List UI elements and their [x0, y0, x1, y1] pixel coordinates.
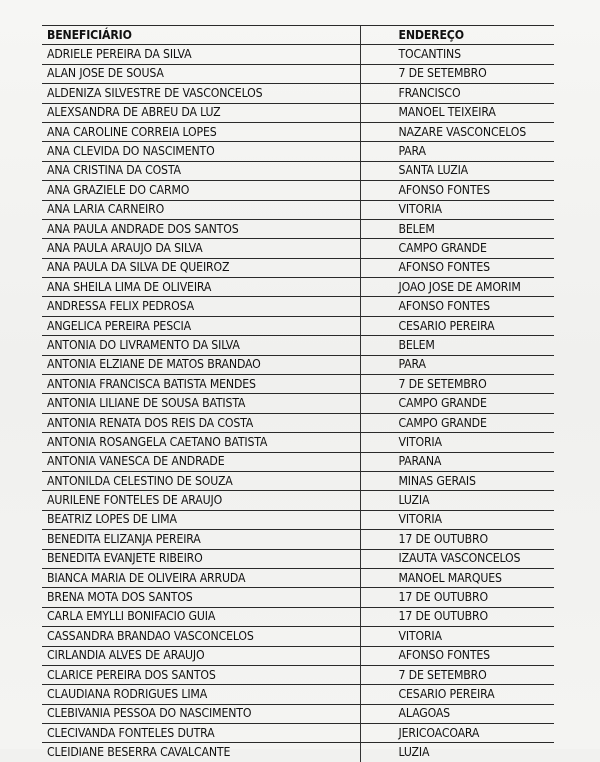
column-header-address: ENDEREÇO: [360, 26, 554, 45]
table-row: [42, 413, 554, 432]
address-cell: SANTA LUZIA: [360, 161, 554, 180]
table-row: [42, 142, 554, 161]
beneficiary-name-cell: ANTONIA ELZIANE DE MATOS BRANDAO: [42, 355, 360, 374]
table-row: [42, 297, 554, 316]
table-row: [42, 103, 554, 122]
beneficiary-table: [42, 25, 554, 762]
address-cell: LUZIA: [360, 743, 554, 762]
address-cell: AFONSO FONTES: [360, 646, 554, 665]
beneficiary-name-cell: ANA GRAZIELE DO CARMO: [42, 181, 360, 200]
table-row: [42, 394, 554, 413]
address-cell: JERICOACOARA: [360, 724, 554, 743]
table-row: [42, 219, 554, 238]
address-cell: FRANCISCO: [360, 84, 554, 103]
address-cell: VITORIA: [360, 200, 554, 219]
address-cell: 7 DE SETEMBRO: [360, 665, 554, 684]
beneficiary-name-cell: BEATRIZ LOPES DE LIMA: [42, 510, 360, 529]
table-row: [42, 122, 554, 141]
beneficiary-name-cell: ALEXSANDRA DE ABREU DA LUZ: [42, 103, 360, 122]
address-cell: CAMPO GRANDE: [360, 394, 554, 413]
beneficiary-name-cell: BRENA MOTA DOS SANTOS: [42, 588, 360, 607]
table-header-row: [42, 26, 554, 45]
beneficiary-name-cell: CLEIDIANE BESERRA CAVALCANTE: [47, 745, 231, 760]
beneficiary-name-cell: ANDRESSA FELIX PEDROSA: [42, 297, 360, 316]
table-row: [42, 491, 554, 510]
beneficiary-name-cell: ALDENIZA SILVESTRE DE VASCONCELOS: [42, 84, 360, 103]
beneficiary-name-cell: ANTONIA ROSANGELA CAETANO BATISTA: [42, 433, 360, 452]
table-row: [42, 549, 554, 568]
table-row: [42, 510, 554, 529]
beneficiary-name-cell: ANTONIA VANESCA DE ANDRADE: [42, 452, 360, 471]
address-cell: ALAGOAS: [360, 704, 554, 723]
table-row: [42, 278, 554, 297]
beneficiary-name-cell: ANTONILDA CELESTINO DE SOUZA: [42, 471, 360, 490]
table-row: [42, 45, 554, 64]
beneficiary-name-cell: ANTONIA LILIANE DE SOUSA BATISTA: [42, 394, 360, 413]
address-cell: 17 DE OUTUBRO: [360, 530, 554, 549]
address-cell: BELEM: [360, 336, 554, 355]
address-cell: AFONSO FONTES: [360, 258, 554, 277]
beneficiary-name-cell: CLECIVANDA FONTELES DUTRA: [42, 724, 360, 743]
table-row: [42, 258, 554, 277]
beneficiary-name-cell: ANA CLEVIDA DO NASCIMENTO: [42, 142, 360, 161]
table-row: [42, 665, 554, 684]
table-row: [42, 471, 554, 490]
beneficiary-name-cell: ANTONIA DO LIVRAMENTO DA SILVA: [42, 336, 360, 355]
table-row: [42, 64, 554, 83]
address-cell: LUZIA: [360, 491, 554, 510]
beneficiary-name-cell: CASSANDRA BRANDAO VASCONCELOS: [42, 627, 360, 646]
beneficiary-name-cell: ANA PAULA ARAUJO DA SILVA: [42, 239, 360, 258]
address-cell: MINAS GERAIS: [360, 471, 554, 490]
beneficiary-name-cell: ANGELICA PEREIRA PESCIA: [42, 316, 360, 335]
address-cell: CESARIO PEREIRA: [360, 685, 554, 704]
beneficiary-name-cell: ANA PAULA ANDRADE DOS SANTOS: [42, 219, 360, 238]
address-cell: TOCANTINS: [360, 45, 554, 64]
address-cell: MANOEL MARQUES: [360, 568, 554, 587]
table-row: [42, 433, 554, 452]
beneficiary-name-cell: BENEDITA ELIZANJA PEREIRA: [42, 530, 360, 549]
beneficiary-name-cell: ANA PAULA DA SILVA DE QUEIROZ: [42, 258, 360, 277]
address-cell: PARANA: [360, 452, 554, 471]
table-row: [42, 84, 554, 103]
address-cell: AFONSO FONTES: [360, 181, 554, 200]
address-cell: JOAO JOSE DE AMORIM: [360, 278, 554, 297]
beneficiary-name-cell: ANA LARIA CARNEIRO: [42, 200, 360, 219]
beneficiary-name-cell: ANA CAROLINE CORREIA LOPES: [42, 122, 360, 141]
address-cell: NAZARE VASCONCELOS: [360, 122, 554, 141]
beneficiary-name-cell: CLARICE PEREIRA DOS SANTOS: [42, 665, 360, 684]
table-row: [42, 588, 554, 607]
address-cell: PARA: [360, 355, 554, 374]
table-row: [42, 627, 554, 646]
address-cell: 7 DE SETEMBRO: [360, 64, 554, 83]
address-cell: CAMPO GRANDE: [360, 239, 554, 258]
address-cell: AFONSO FONTES: [360, 297, 554, 316]
beneficiary-name-cell: AURILENE FONTELES DE ARAUJO: [42, 491, 360, 510]
beneficiary-name-cell: CLAUDIANA RODRIGUES LIMA: [42, 685, 360, 704]
beneficiary-name-cell: ANA SHEILA LIMA DE OLIVEIRA: [42, 278, 360, 297]
table-row: [42, 530, 554, 549]
table-row: [42, 336, 554, 355]
beneficiary-name-cell: ANTONIA FRANCISCA BATISTA MENDES: [42, 375, 360, 394]
address-cell: CAMPO GRANDE: [360, 413, 554, 432]
address-cell: MANOEL TEIXEIRA: [360, 103, 554, 122]
table-row: [42, 161, 554, 180]
beneficiary-name-cell: BENEDITA EVANJETE RIBEIRO: [42, 549, 360, 568]
beneficiary-name-cell: ALAN JOSE DE SOUSA: [42, 64, 360, 83]
table-body: [42, 45, 554, 762]
address-cell: 7 DE SETEMBRO: [360, 375, 554, 394]
table-row: [42, 375, 554, 394]
address-cell: CESARIO PEREIRA: [360, 316, 554, 335]
table-row: [42, 316, 554, 335]
beneficiary-name-cell: CIRLANDIA ALVES DE ARAUJO: [42, 646, 360, 665]
address-cell: 17 DE OUTUBRO: [360, 607, 554, 626]
column-header-beneficiary: BENEFICIÁRIO: [42, 26, 360, 45]
beneficiary-name-cell: CARLA EMYLLI BONIFACIO GUIA: [42, 607, 360, 626]
address-cell: BELEM: [360, 219, 554, 238]
table-row: [42, 239, 554, 258]
beneficiary-name-cell: ADRIELE PEREIRA DA SILVA: [42, 45, 360, 64]
table-row: [42, 724, 554, 743]
address-cell: PARA: [360, 142, 554, 161]
table-row: [42, 200, 554, 219]
table-row: [42, 568, 554, 587]
table-row: [42, 607, 554, 626]
table-row: [42, 355, 554, 374]
address-cell: VITORIA: [360, 510, 554, 529]
table-row: [42, 704, 554, 723]
table-row: [42, 181, 554, 200]
address-cell: IZAUTA VASCONCELOS: [360, 549, 554, 568]
table-row: [42, 685, 554, 704]
table-row: [42, 743, 554, 762]
beneficiary-name-cell: BIANCA MARIA DE OLIVEIRA ARRUDA: [42, 568, 360, 587]
beneficiary-name-cell: ANTONIA RENATA DOS REIS DA COSTA: [42, 413, 360, 432]
table-row: [42, 646, 554, 665]
table-row: [42, 452, 554, 471]
address-cell: VITORIA: [360, 627, 554, 646]
beneficiary-name-cell: CLEBIVANIA PESSOA DO NASCIMENTO: [42, 704, 360, 723]
beneficiary-name-cell: ANA CRISTINA DA COSTA: [42, 161, 360, 180]
address-cell: VITORIA: [360, 433, 554, 452]
address-cell: 17 DE OUTUBRO: [360, 588, 554, 607]
